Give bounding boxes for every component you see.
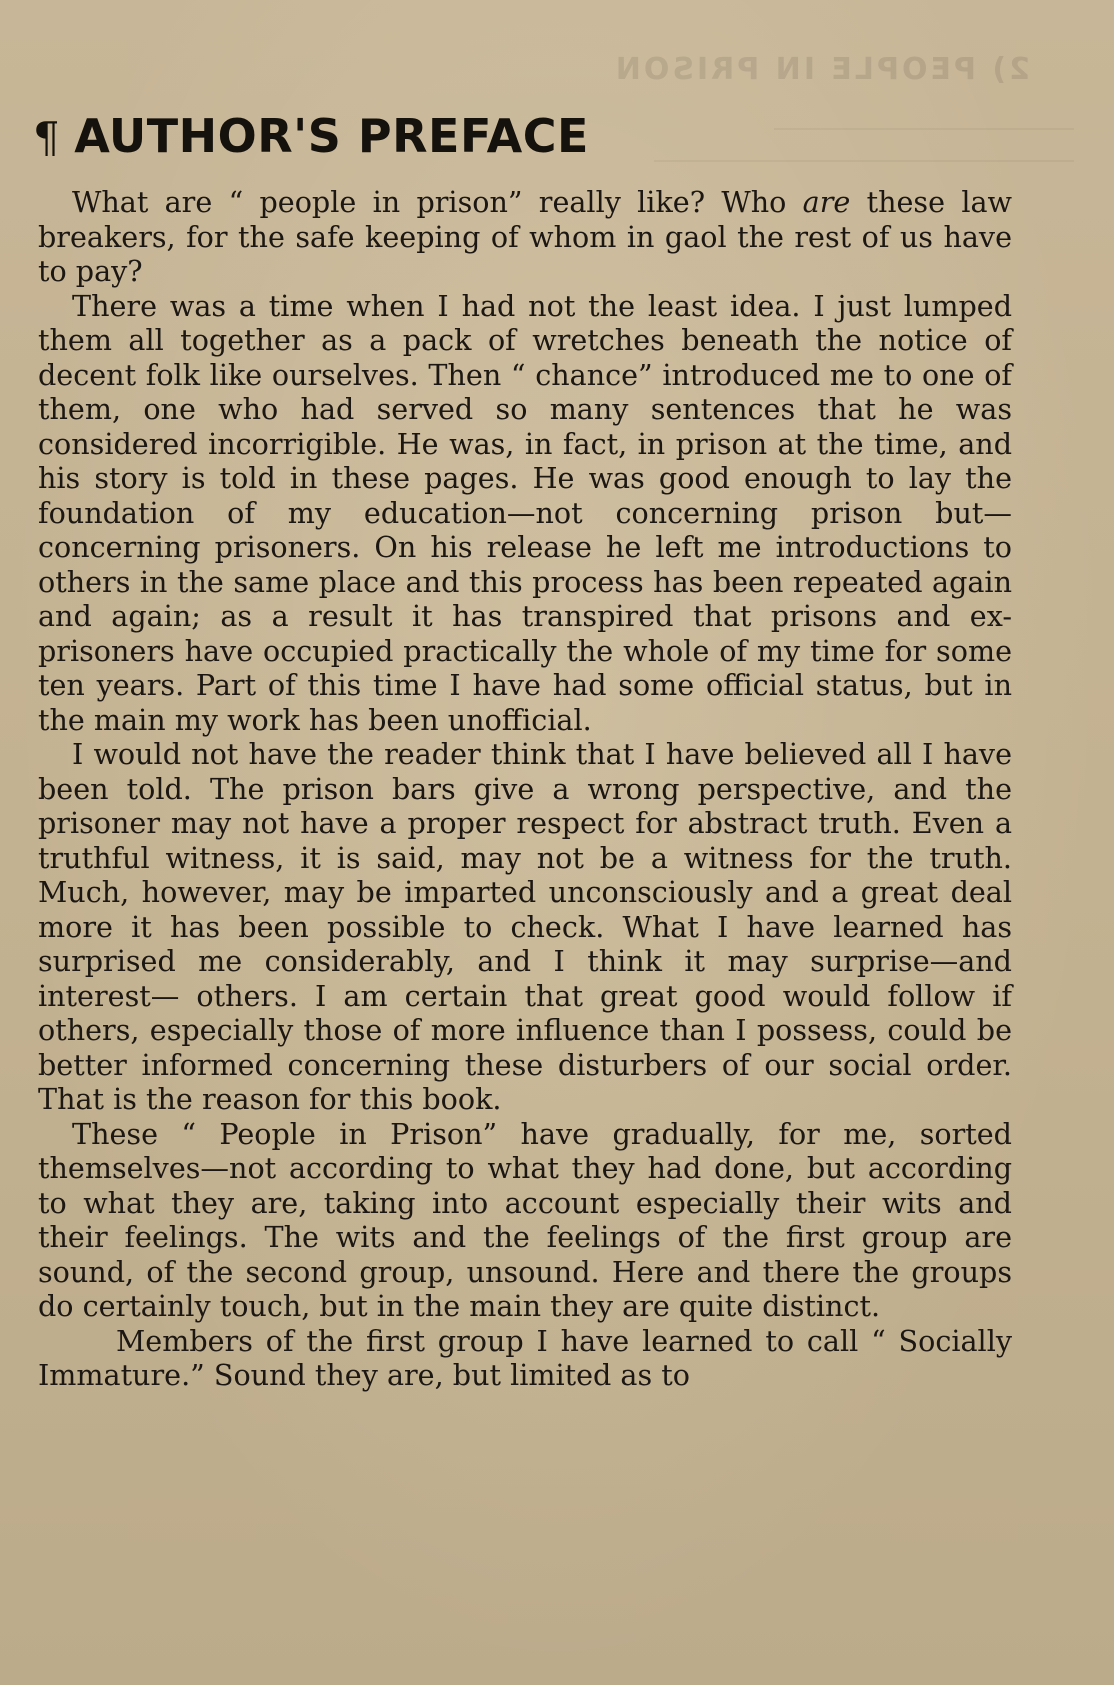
- show-through-text: 2) PEOPLE IN PRISON: [612, 52, 1030, 87]
- paragraph-5: Members of the first group I have learned to call “ Socially Immature.” Sound they are, but limited as to: [38, 1323, 1012, 1392]
- emphasis-are: are: [802, 185, 851, 219]
- pilcrow-mark: ¶: [33, 113, 61, 162]
- paragraph-1-before: What are “ people in prison” really like? Who: [72, 185, 803, 219]
- preface-body: [38, 185, 1012, 1393]
- page-heading: [33, 108, 589, 166]
- paragraph-1: [38, 185, 1012, 289]
- paragraph-2: There was a time when I had not the least idea. I just lumped them all together as a pack of wretches beneath the notice of decent folk like ourselves. Then “ chance” introduced me to one of them, one who had served so many sentences that he was considered incorrigible. He was, in fact, in prison at the time, and his story is told in these pages. He was good enough to lay the foundation of my education—not concerning prison but—concerning prisoners. On his release he left me introductions to others in the same place and this process has been repeated again and again; as a result it has transpired that prisons and ex-prisoners have occupied practically the whole of my time for some ten years. Part of this time I have had some official status, but in the main my work has been unofficial.: [38, 288, 1012, 737]
- heading-title: AUTHOR'S PREFACE: [74, 109, 589, 163]
- show-through-line: [654, 160, 1074, 162]
- paragraph-4: These “ People in Prison” have gradually, for me, sorted themselves—not according to what they had done, but according to what they are, taking into account especially their wits and their feelings. The wits and the feelings of the first group are sound, of the second group, unsound. Here and there the groups do certainly touch, but in the main they are quite distinct.: [38, 1116, 1012, 1323]
- paragraph-1-after: these law breakers, for the safe keeping of whom in gaol the rest of us have to pay?: [38, 185, 1012, 288]
- paragraph-3: I would not have the reader think that I have believed all I have been told. The prison bars give a wrong perspective, and the prisoner may not have a proper respect for abstract truth. Even a truthful witness, it is said, may not be a witness for the truth. Much, however, may be imparted unconsciously and a great deal more it has been possible to check. What I have learned has surprised me considerably, and I think it may surprise—and interest— others. I am certain that great good would follow if others, especially those of more influence than I possess, could be better informed concerning these disturbers of our social order. That is the reason for this book.: [38, 737, 1012, 1116]
- show-through-line: [774, 128, 1074, 130]
